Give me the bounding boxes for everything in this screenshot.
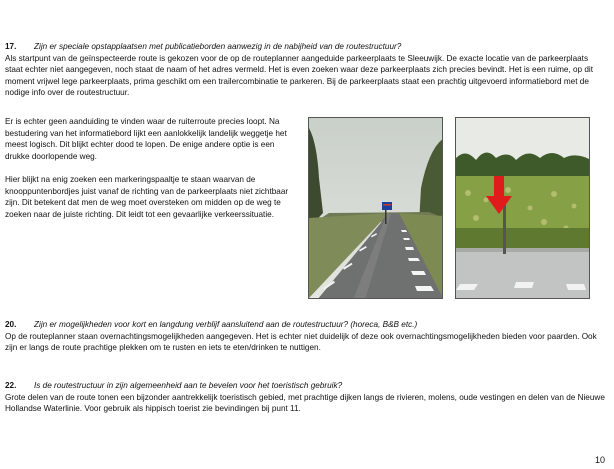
question-text: Zijn er speciale opstapplaatsen met publicatieborden aanwezig in de nabijheid van de routestructuur? <box>34 42 402 51</box>
question-20 <box>5 319 608 354</box>
question-22-answer: Grote delen van de route tonen een bijzonder aantrekkelijk toeristisch gebied, met prachtige dijken langs de rivieren, molens, oude vestingen en delen van de Nieuwe Hollandse Waterlinie. Voor gebruik als hippisch toerist zie bevindingen bij punt 11. <box>5 392 605 414</box>
question-text: Is de routestructuur in zijn algemeenheid aan te bevelen voor het toeristisch gebruik? <box>34 381 343 390</box>
question-17 <box>5 41 608 99</box>
marker-post-photo <box>455 117 590 299</box>
paragraph-no-route-indication: Er is echter geen aanduiding te vinden waar de ruiterroute precies loopt. Na bestudering van het informatiebord lijkt een aanlokkelijk landelijk weggetje het meest logisch. Dit blijkt echter dood te lopen. De enige andere optie is een drukke doorlopende weg. <box>5 117 287 161</box>
question-20-answer: Op de routeplanner staan overnachtingsmogelijkheden aangegeven. Het is echter niet duidelijk of deze ook overnachtingsmogelijkheden bieden voor paarden. Ook zijn er langs de route prachtige plekken om te rusten en iets te eten/drinken te nuttigen. <box>5 331 597 353</box>
question-22 <box>5 380 608 415</box>
question-17-answer: Als startpunt van de geïnspecteerde route is gekozen voor de op de routeplanner aangeduide parkeerplaats te Sleeuwijk. De exacte locatie van de parkeerplaats staat echter niet aangegeven, noch staat de naam of het adres vermeld. Het is even zoeken waar deze parkeerplaats zich precies bevindt. Het is een ruime, op dit moment vrijwel lege parkeerplaats, prima geschikt om een trailercombinatie te parkeren. Bij de parkeerplaats staat een prachtig uitgevoerd informatiebord met de nodige info over de routestructuur. <box>5 53 594 98</box>
question-number: 20. <box>5 320 17 329</box>
question-17-heading <box>5 41 608 53</box>
road-photo-illustration <box>309 118 443 299</box>
marker-post-illustration <box>456 118 590 299</box>
paragraph-marker-post: Hier blijkt na enig zoeken een markeringspaaltje te staan waarvan de knooppuntenbordjes juist vanaf de richting van de parkeerplaats niet zichtbaar zijn. Dit betekent dat men de weg moet oversteken om midden op de weg te zoeken naar de juiste richting. Dit leidt tot een gevaarlijke verkeerssituatie. <box>5 175 289 219</box>
question-22-heading <box>5 380 608 392</box>
question-text: Zijn er mogelijkheden voor kort en langdung verblijf aansluitend aan de routestructuur? (horeca, B&B etc.) <box>34 320 418 329</box>
page-number: 10 <box>594 455 605 465</box>
question-20-heading <box>5 319 608 331</box>
question-number: 22. <box>5 381 17 390</box>
road-photo <box>308 117 443 299</box>
question-number: 17. <box>5 42 17 51</box>
